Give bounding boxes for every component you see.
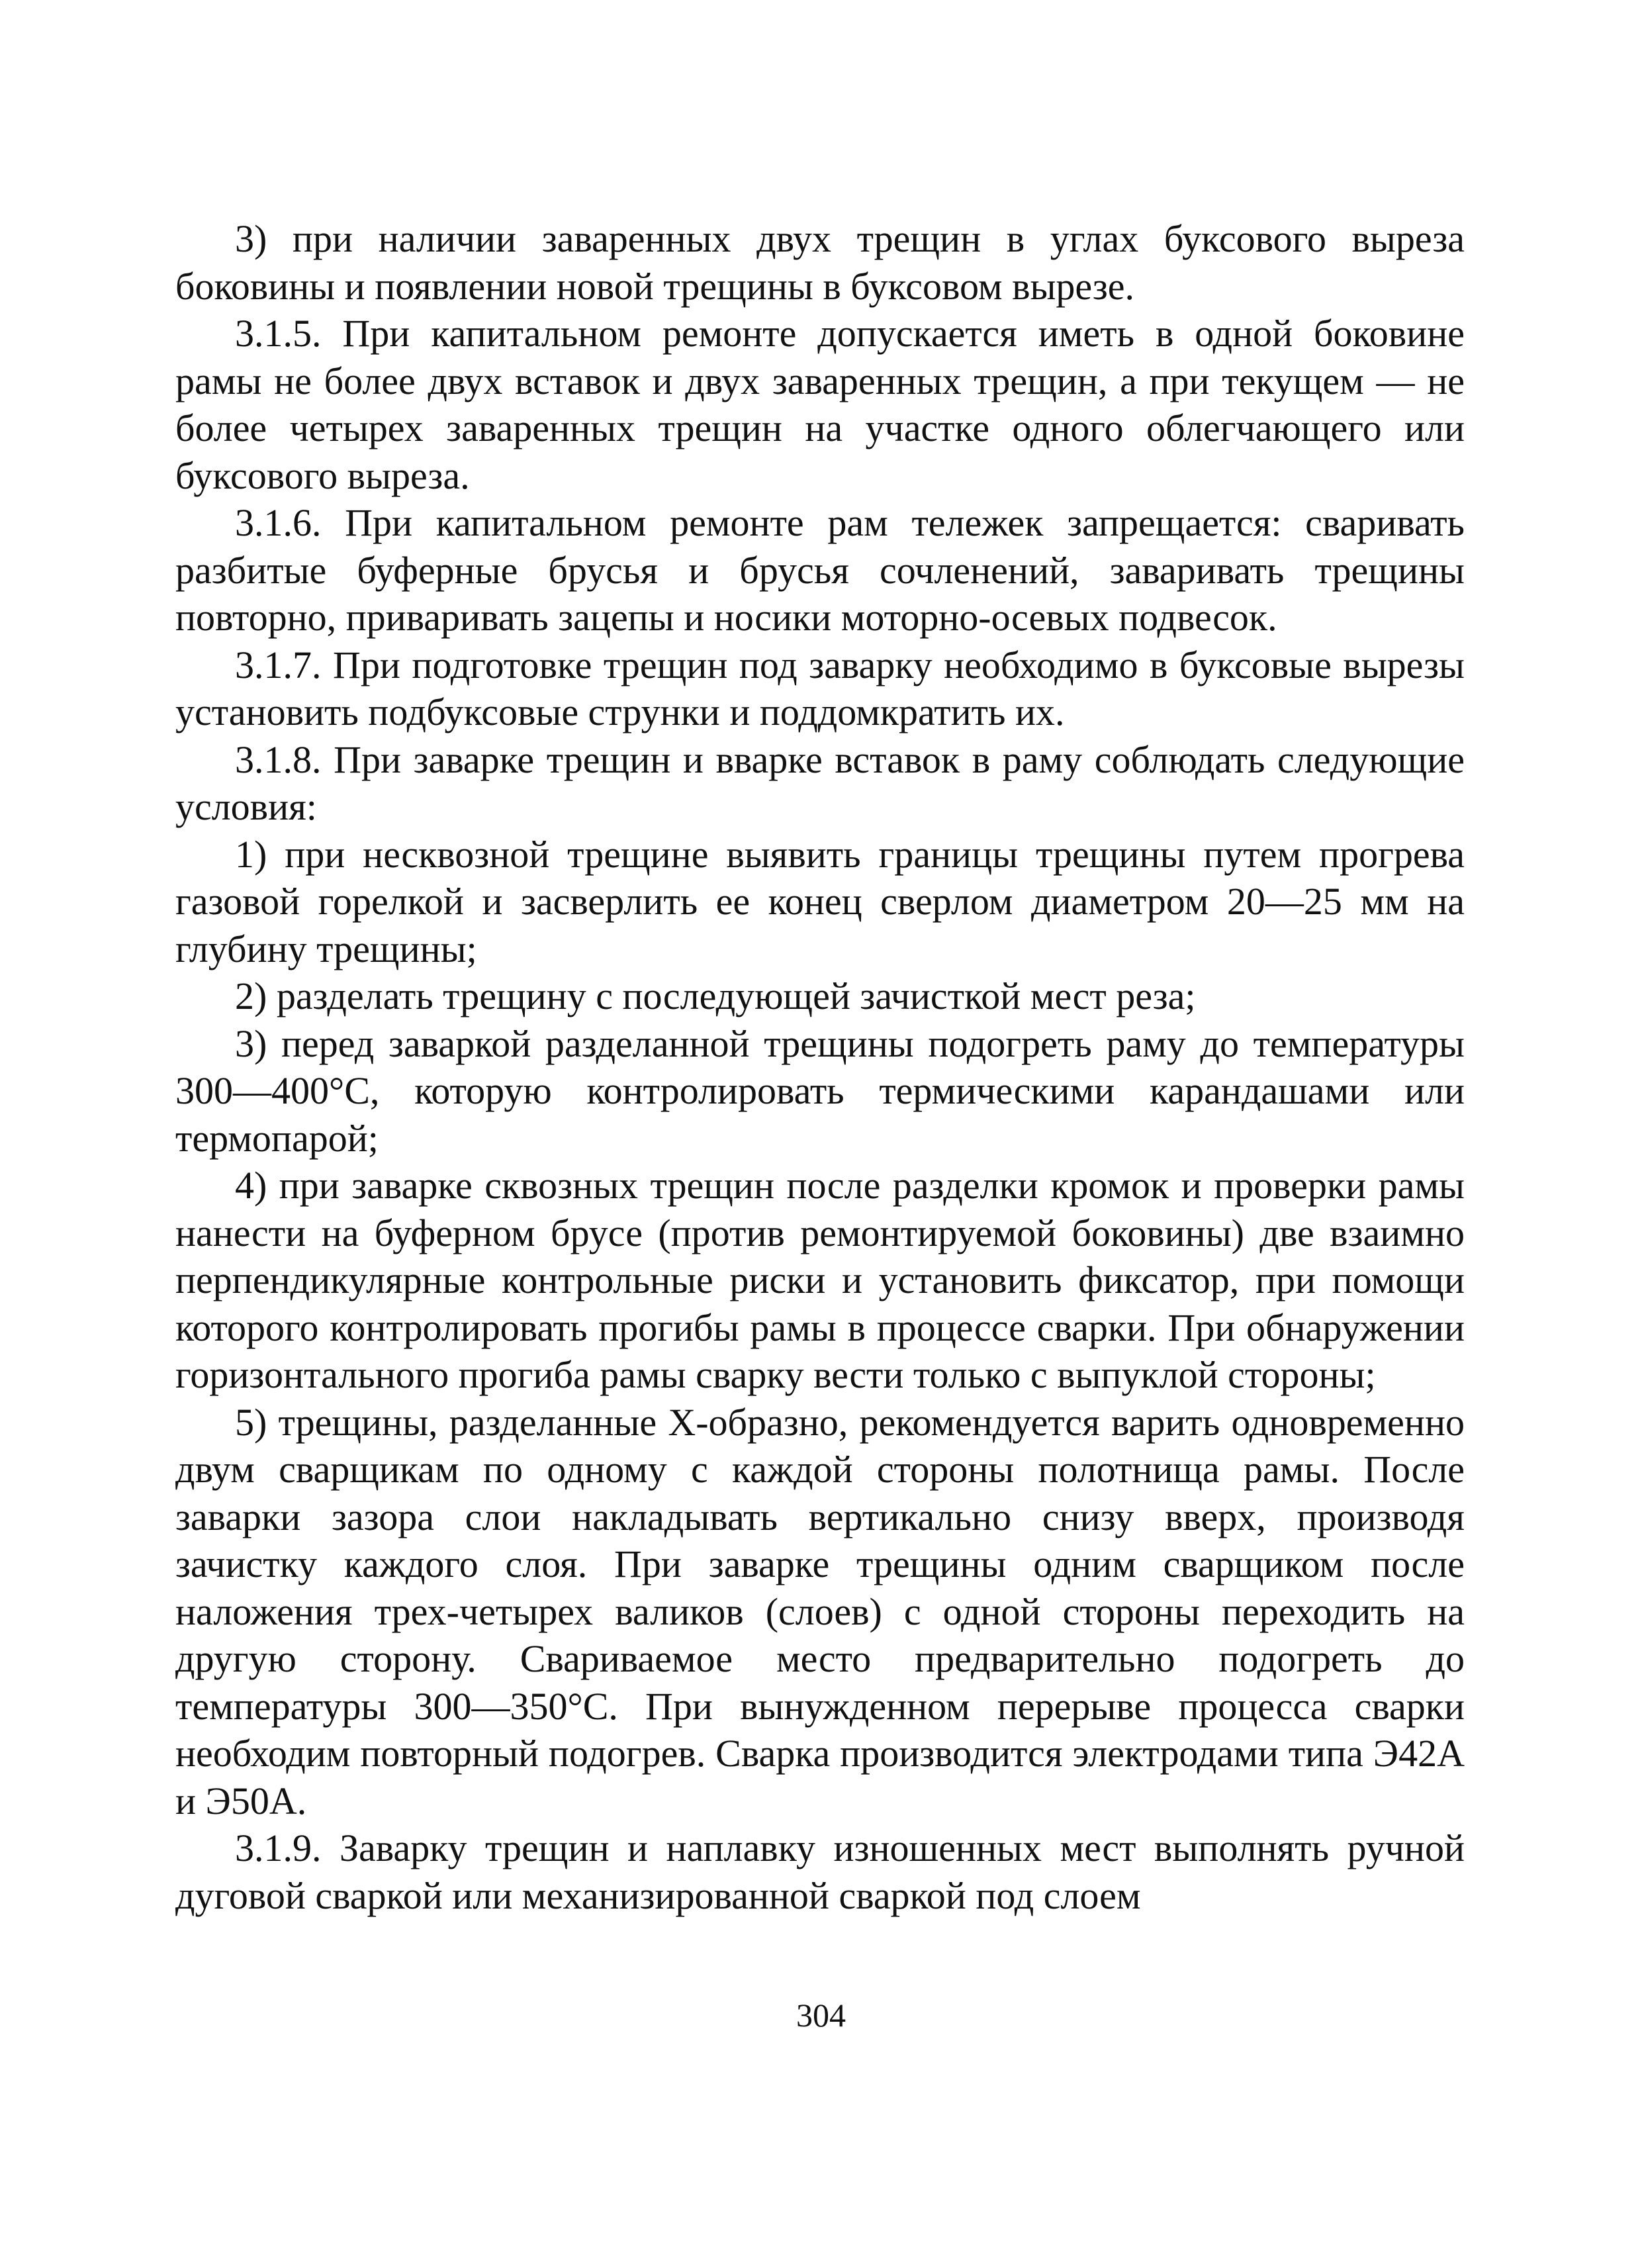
page-number: 304: [796, 1997, 846, 2034]
paragraph-condition-4: 4) при заварке сквозных трещин после разделки кромок и проверки рамы нанести на буферном брусе (против ремонтируемой боковины) две взаимно перпендикулярные контрольные риски и установить фиксатор, при помощи которого контролировать прогибы рамы в процессе сварки. При обнаружении горизонтального прогиба рамы сварку вести только с выпуклой стороны;: [175, 1164, 1465, 1396]
paragraph-condition-2: 2) разделать трещину с последующей зачисткой мест реза;: [235, 974, 1196, 1017]
paragraph-3-1-8: 3.1.8. При заварке трещин и вварке вставок в раму соблюдать следующие условия:: [175, 737, 1465, 828]
body-text: [175, 215, 1465, 1919]
paragraph-condition-3: 3) перед заваркой разделанной трещины подогреть раму до температуры 300—400°С, которую контролировать термическими карандашами или термопарой;: [175, 1021, 1465, 1160]
paragraph-condition-1: 1) при несквозной трещине выявить границы трещины путем прогрева газовой горелкой и засверлить ее конец сверлом диаметром 20—25 мм на глубину трещины;: [175, 832, 1465, 970]
paragraph-condition-3-boxes: 3) при наличии заваренных двух трещин в углах буксового выреза боковины и появлении новой трещины в буксовом вырезе.: [175, 217, 1465, 308]
paragraph-condition-5: 5) трещины, разделанные Х-образно, рекомендуется варить одновременно двум сварщикам по одному с каждой стороны полотнища рамы. После заварки зазора слои накладывать вертикально снизу вверх, производя зачистку каждого слоя. При заварке трещины одним сварщиком после наложения трех-четырех валиков (слоев) с одной стороны переходить на другую сторону. Свариваемое место предварительно подогреть до температуры 300—350°С. При вынужденном перерыве процесса сварки необходим повторный подогрев. Сварка производится электродами типа Э42А и Э50А.: [175, 1400, 1465, 1822]
paragraph-3-1-9: 3.1.9. Заварку трещин и наплавку изношенных мест выполнять ручной дуговой сваркой или механизированной сваркой под слоем: [175, 1826, 1465, 1917]
paragraph-3-1-6: 3.1.6. При капитальном ремонте рам тележек запрещается: сваривать разбитые буферные брусья и брусья сочленений, заваривать трещины повторно, приваривать зацепы и носики моторно-осевых подвесок.: [175, 501, 1465, 639]
paragraph-3-1-5: 3.1.5. При капитальном ремонте допускается иметь в одной боковине рамы не более двух вставок и двух заваренных трещин, а при текущем — не более четырех заваренных трещин на участке одного облегчающего или буксового выреза.: [175, 312, 1465, 497]
paragraph-3-1-7: 3.1.7. При подготовке трещин под заварку необходимо в буксовые вырезы установить подбуксовые струнки и поддомкратить их.: [175, 643, 1465, 733]
